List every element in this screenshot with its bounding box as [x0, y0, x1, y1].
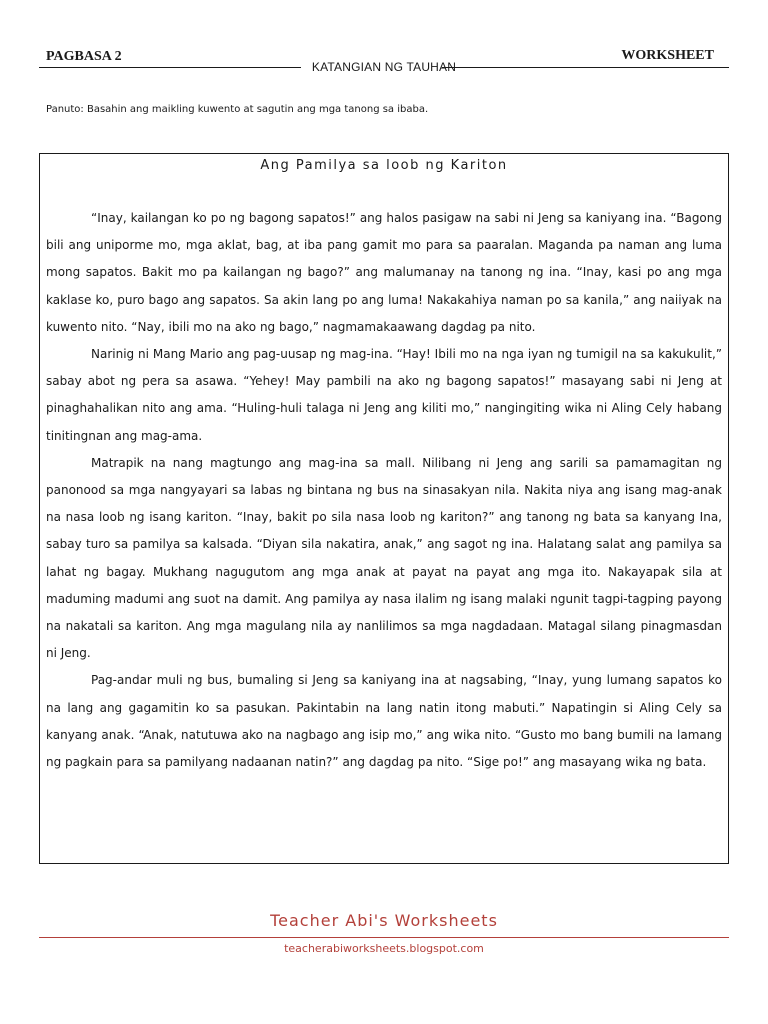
story-paragraph: Pag-andar muli ng bus, bumaling si Jeng sa kaniyang ina at nagsabing, “Inay, yung lumang sapatos ko na lang ang gagamitin ko sa pasukan. Pakintabin na lang natin itong mabuti.” Napatingin si Aling Cely sa kanyang anak. “Anak, natutuwa ako na nagbago ang isip mo,” ang wika nito. “Gusto mo bang bumili na lamang ng pagkain para sa pamilyang nadaanan natin?” ang dagdag pa nito. “Sige po!” ang masayang wika ng bata. [46, 673, 722, 770]
footer-brand: Teacher Abi's Worksheets [270, 911, 498, 930]
story-paragraph: Narinig ni Mang Mario ang pag-uusap ng mag-ina. “Hay! Ibili mo na nga iyan ng tumigil na sa kakukulit,” sabay abot ng pera sa asawa. “Yehey! May pambili na ako ng bagong sapatos!” masayang sabi ni Jeng at pinaghahalikan nito ang ama. “Huling-huli talaga ni Jeng ang kiliti mo,” nangingiting wika ni Aling Cely habang tinitingnan ang mag-ama. [46, 347, 722, 443]
story-paragraph: “Inay, kailangan ko po ng bagong sapatos!” ang halos pasigaw na sabi ni Jeng sa kaniyang ina. “Bagong bili ang uniporme mo, mga aklat, bag, at iba pang gamit mo para sa paaralan. Maganda pa naman ang luma mong sapatos. Bakit mo pa kailangan ng bago?” ang malumanay na tanong ng ina. “Inay, kasi po ang mga kaklase ko, puro bago ang sapatos. Sa akin lang po ang luma! Nakakahiya naman po sa kanila,” ang naiiyak na kuwento nito. “Nay, ibili mo na ako ng bago,” nagmamakaawang dagdag pa nito. [46, 211, 722, 334]
story-box [39, 153, 729, 864]
story-paragraph: Matrapik na nang magtungo ang mag-ina sa mall. Nilibang ni Jeng ang sarili sa pamamagitan ng panonood sa mga nangyayari sa labas ng bintana ng bus na sinasakyan nila. Nakita niya ang isang mag-anak na nasa loob ng isang kariton. “Inay, bakit po sila nasa loob ng kariton?” ang tanong ng bata sa kanyang Ina, sabay turo sa pamilya sa kalsada. “Diyan sila nakatira, anak,” ang sagot ng ina. Halatang salat ang pamilya sa lahat ng bagay. Mukhang nagugutom ang mga anak at payat na payat ang mga ito. Nakayapak sila at maduming madumi ang suot na damit. Ang pamilya ay nasa ilalim ng isang malaki ngunit tagpi-tagping payong na nakatali sa kariton. Ang mga magulang nila ay nanlilimos sa mga nagdadaan. Matagal silang pinagmasdan ni Jeng. [46, 455, 722, 661]
worksheet-label: WORKSHEET [621, 48, 714, 63]
story-title: Ang Pamilya sa loob ng Kariton [260, 158, 508, 173]
footer-divider [39, 937, 729, 938]
directions: Panuto: Basahin ang maikling kuwento at sagutin ang mga tanong sa ibaba. [46, 104, 429, 115]
footer-url[interactable]: teacherabiworksheets.blogspot.com [284, 942, 484, 955]
lesson-title: KATANGIAN NG TAUHAN [311, 60, 457, 74]
subject-label: PAGBASA 2 [46, 49, 122, 64]
story-body [46, 205, 722, 776]
